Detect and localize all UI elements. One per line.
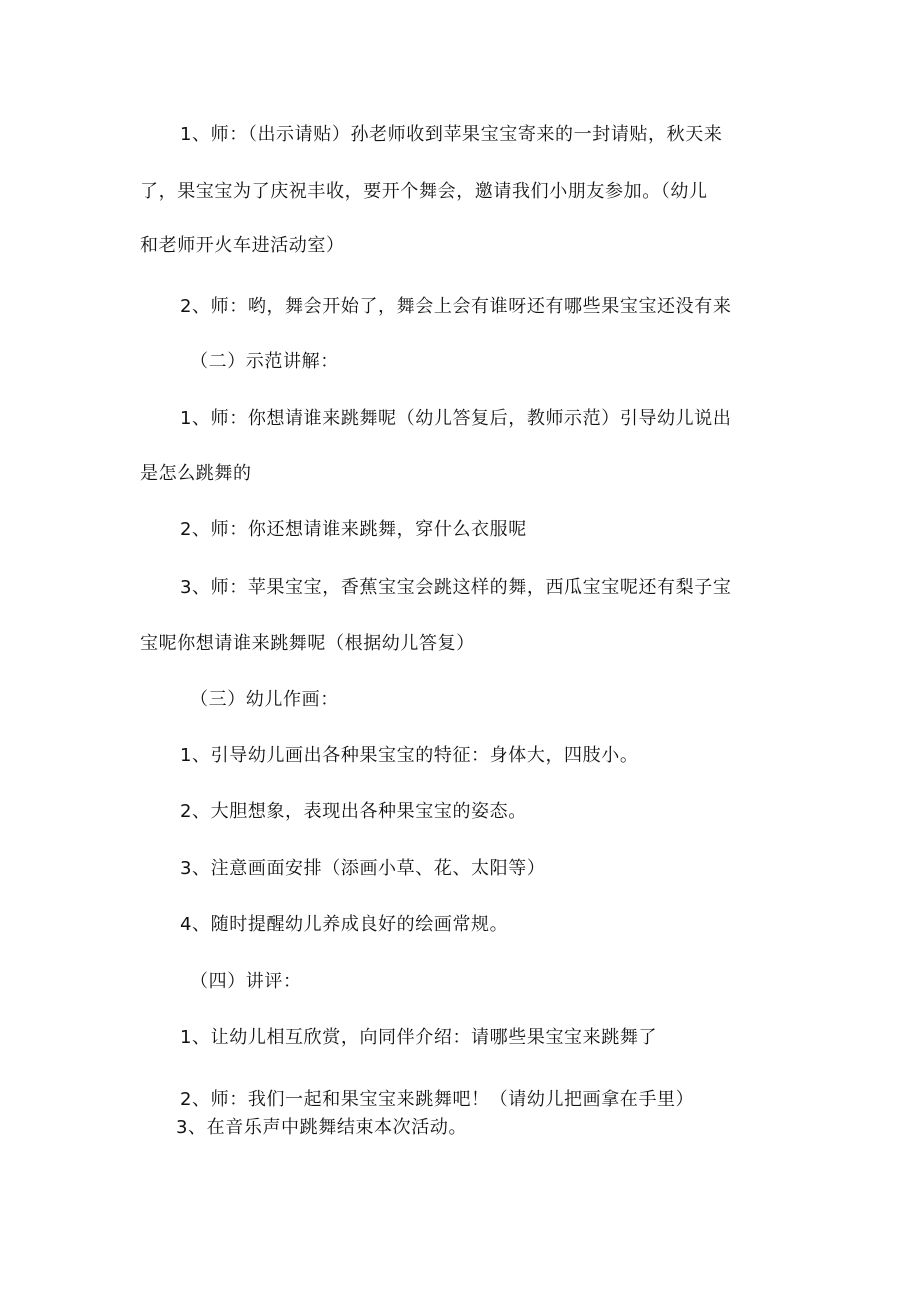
paragraph-line: 3、师：苹果宝宝，香蕉宝宝会跳这样的舞，西瓜宝宝呢还有梨子宝	[180, 577, 732, 598]
section-heading: （四）讲评：	[190, 971, 302, 992]
paragraph-line: 是怎么跳舞的	[140, 463, 252, 484]
section-heading: （三）幼儿作画：	[190, 689, 339, 710]
paragraph-line: 1、师：你想请谁来跳舞呢（幼儿答复后，教师示范）引导幼儿说出	[180, 408, 732, 429]
paragraph-line: 2、大胆想象，表现出各种果宝宝的姿态。	[180, 801, 527, 822]
paragraph-line: 2、师：哟，舞会开始了，舞会上会有谁呀还有哪些果宝宝还没有来	[180, 296, 732, 317]
paragraph-line: 了，果宝宝为了庆祝丰收，要开个舞会，邀请我们小朋友参加。（幼儿	[140, 181, 708, 202]
paragraph-line: 宝呢你想请谁来跳舞呢（根据幼儿答复）	[140, 633, 475, 654]
paragraph-line: 2、师：你还想请谁来跳舞，穿什么衣服呢	[180, 519, 527, 540]
paragraph-line: 3、注意画面安排（添画小草、花、太阳等）	[180, 858, 546, 879]
paragraph-line: 和老师开火车进活动室）	[140, 235, 345, 256]
paragraph-line: 1、让幼儿相互欣赏，向同伴介绍：请哪些果宝宝来跳舞了	[180, 1027, 658, 1048]
paragraph-line: 1、师：（出示请贴）孙老师收到苹果宝宝寄来的一封请贴，秋天来	[180, 124, 723, 145]
paragraph-line: 3、在音乐声中跳舞结束本次活动。	[176, 1117, 468, 1138]
section-heading: （二）示范讲解：	[190, 351, 339, 372]
paragraph-line: 2、师：我们一起和果宝宝来跳舞吧！（请幼儿把画拿在手里）	[180, 1089, 695, 1110]
paragraph-line: 4、随时提醒幼儿养成良好的绘画常规。	[180, 914, 509, 935]
paragraph-line: 1、引导幼儿画出各种果宝宝的特征：身体大，四肢小。	[180, 745, 639, 766]
